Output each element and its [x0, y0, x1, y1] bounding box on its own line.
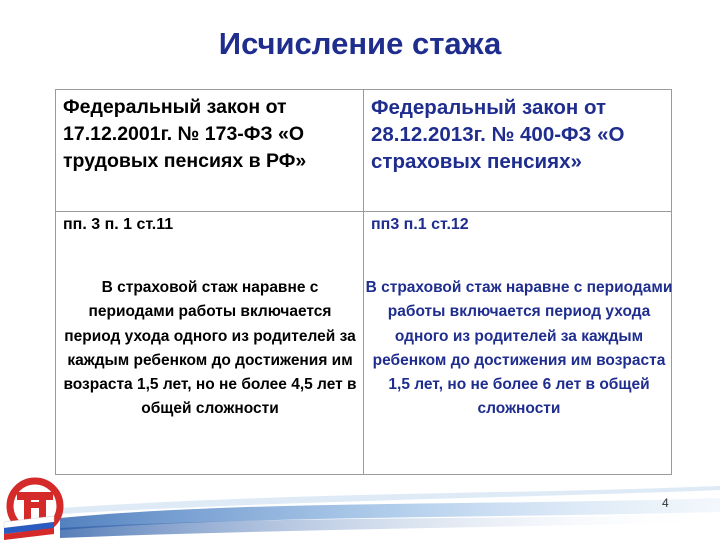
column-divider: [363, 90, 364, 474]
left-law-header: Федеральный закон от 17.12.2001г. № 173-ФЗ «О трудовых пенсиях в РФ»: [63, 96, 307, 172]
pension-fund-logo-icon: [2, 476, 72, 540]
left-provision-text: В страховой стаж наравне с периодами работы включается период ухода одного из родителей за каждым ребенком до достижения им возраста 1,5 лет, но не более 4,5 лет в общей сложности: [63, 279, 357, 418]
right-law-header: Федеральный закон от 28.12.2013г. № 400-ФЗ «О страховых пенсиях»: [371, 96, 625, 173]
right-provision-text: В страховой стаж наравне с периодами работы включается период ухода одного из родителей за каждым ребенком до достижения им возраста 1,5 лет, но не более 6 лет в общей сложности: [365, 279, 673, 418]
page-number: 4: [662, 496, 669, 510]
footer-decorative-band: [0, 478, 720, 540]
comparison-table: [55, 89, 672, 475]
row-divider: [56, 211, 671, 212]
slide-title: Исчисление стажа: [218, 26, 502, 61]
right-article-reference: пп3 п.1 ст.12: [371, 216, 469, 233]
left-article-reference: пп. 3 п. 1 ст.11: [63, 216, 174, 233]
